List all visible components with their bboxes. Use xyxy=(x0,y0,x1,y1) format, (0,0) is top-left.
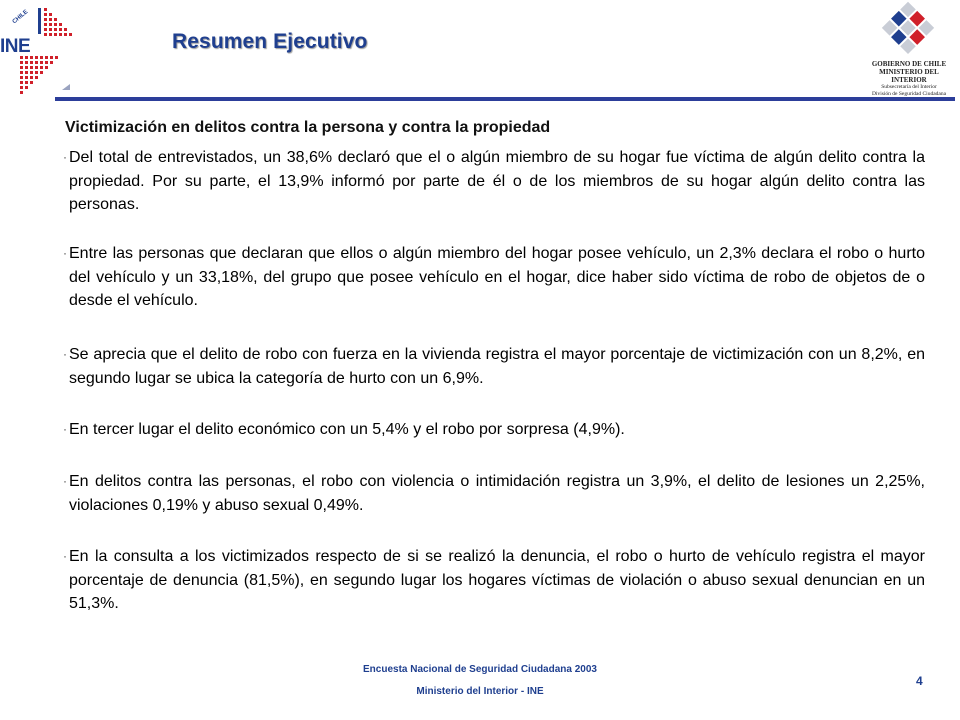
logo-square xyxy=(54,18,57,21)
bullet-text: En delitos contra las personas, el robo con violencia o intimidación registra un 3,9%, el delito de lesiones un 2,25%, violaciones 0,19% y abuso sexual 0,49%. xyxy=(69,473,925,514)
logo-square xyxy=(55,56,58,59)
logo-square xyxy=(25,71,28,74)
logo-square xyxy=(25,76,28,79)
logo-square xyxy=(20,76,23,79)
bullet-item xyxy=(63,418,925,442)
ine-logo xyxy=(0,0,75,95)
section-heading: Victimización en delitos contra la persona y contra la propiedad xyxy=(65,119,551,136)
logo-square xyxy=(64,28,67,31)
bullet-item xyxy=(63,343,925,390)
logo-square xyxy=(35,71,38,74)
bullet-glyph: · xyxy=(63,422,67,436)
logo-square xyxy=(49,23,52,26)
logo-square xyxy=(30,81,33,84)
bullet-item xyxy=(63,146,925,217)
logo-square xyxy=(49,33,52,36)
logo-square xyxy=(35,76,38,79)
logo-square xyxy=(44,33,47,36)
logo-square xyxy=(30,66,33,69)
bullet-text: Entre las personas que declaran que ellos o algún miembro del hogar posee vehículo, un 2,3% declara el robo o hurto del vehículo y un 33,18%, del grupo que posee vehículo en el hogar, dice haber sido víctima de robo de objetos de o desde el vehículo. xyxy=(69,245,925,309)
ine-logo-letters: CHILE xyxy=(11,9,30,26)
gob-line-4: División de Seguridad Ciudadana xyxy=(871,91,947,97)
page-number: 4 xyxy=(916,674,923,688)
logo-square xyxy=(25,81,28,84)
logo-square xyxy=(25,86,28,89)
logo-square xyxy=(20,66,23,69)
footer-survey-name: Encuesta Nacional de Seguridad Ciudadana 2003 xyxy=(363,664,597,675)
logo-square xyxy=(35,56,38,59)
bullet-text: Se aprecia que el delito de robo con fuerza en la vivienda registra el mayor porcentaje de victimización con un 8,2%, en segundo lugar se ubica la categoría de hurto con un 6,9%. xyxy=(69,346,925,387)
logo-square xyxy=(35,66,38,69)
bullet-glyph: · xyxy=(63,549,67,563)
gob-line-1: GOBIERNO DE CHILE xyxy=(871,60,947,68)
logo-square xyxy=(59,28,62,31)
logo-square xyxy=(49,18,52,21)
logo-square xyxy=(45,56,48,59)
logo-square xyxy=(50,56,53,59)
logo-square xyxy=(54,33,57,36)
logo-square xyxy=(54,28,57,31)
logo-square xyxy=(35,61,38,64)
logo-square xyxy=(25,66,28,69)
bullet-item xyxy=(63,545,925,616)
bullet-text: En tercer lugar el delito económico con un 5,4% y el robo por sorpresa (4,9%). xyxy=(69,421,625,438)
page-title: Resumen Ejecutivo xyxy=(172,30,368,53)
logo-square xyxy=(59,23,62,26)
bullet-item xyxy=(63,242,925,313)
logo-square xyxy=(20,71,23,74)
logo-square xyxy=(20,91,23,94)
logo-square xyxy=(69,33,72,36)
logo-square xyxy=(20,81,23,84)
logo-square xyxy=(64,33,67,36)
header-divider xyxy=(55,97,955,101)
gobierno-de-chile-text xyxy=(862,60,956,98)
logo-square xyxy=(44,28,47,31)
bullet-glyph: · xyxy=(63,150,67,164)
logo-square xyxy=(20,86,23,89)
logo-square xyxy=(44,23,47,26)
ine-logo-text: INE xyxy=(0,36,31,57)
bullet-text: Del total de entrevistados, un 38,6% declaró que el o algún miembro de su hogar fue víctima de algún delito contra la propiedad. Por su parte, el 13,9% informó por parte de él o de los miembros de su hogar algún delito contra las personas. xyxy=(69,149,925,213)
bullet-glyph: · xyxy=(63,474,67,488)
logo-square xyxy=(40,66,43,69)
logo-square xyxy=(54,23,57,26)
logo-square xyxy=(44,8,47,11)
logo-square xyxy=(44,13,47,16)
logo-square xyxy=(49,28,52,31)
bullet-glyph: · xyxy=(63,347,67,361)
footer-ministry: Ministerio del Interior - INE xyxy=(416,686,544,697)
gob-line-2: MINISTERIO DEL INTERIOR xyxy=(879,68,939,84)
logo-square xyxy=(25,61,28,64)
logo-square xyxy=(50,61,53,64)
logo-square xyxy=(44,18,47,21)
gob-line-3: Subsecretaría del Interior xyxy=(881,84,937,90)
bullet-item xyxy=(63,470,925,517)
logo-square xyxy=(30,61,33,64)
logo-square xyxy=(45,66,48,69)
logo-square xyxy=(40,61,43,64)
logo-square xyxy=(40,71,43,74)
logo-square xyxy=(30,71,33,74)
logo-square xyxy=(59,33,62,36)
logo-square xyxy=(40,56,43,59)
logo-square xyxy=(45,61,48,64)
logo-square xyxy=(49,13,52,16)
logo-square xyxy=(30,56,33,59)
bullet-glyph: · xyxy=(63,246,67,260)
logo-bar xyxy=(38,8,41,34)
logo-square xyxy=(20,61,23,64)
logo-square xyxy=(30,76,33,79)
bullet-text: En la consulta a los victimizados respecto de si se realizó la denuncia, el robo o hurto de vehículo registra el mayor porcentaje de denuncia (81,5%), en segundo lugar los hogares víctimas de violación o abuso sexual denuncian en un 51,3%. xyxy=(69,548,925,612)
